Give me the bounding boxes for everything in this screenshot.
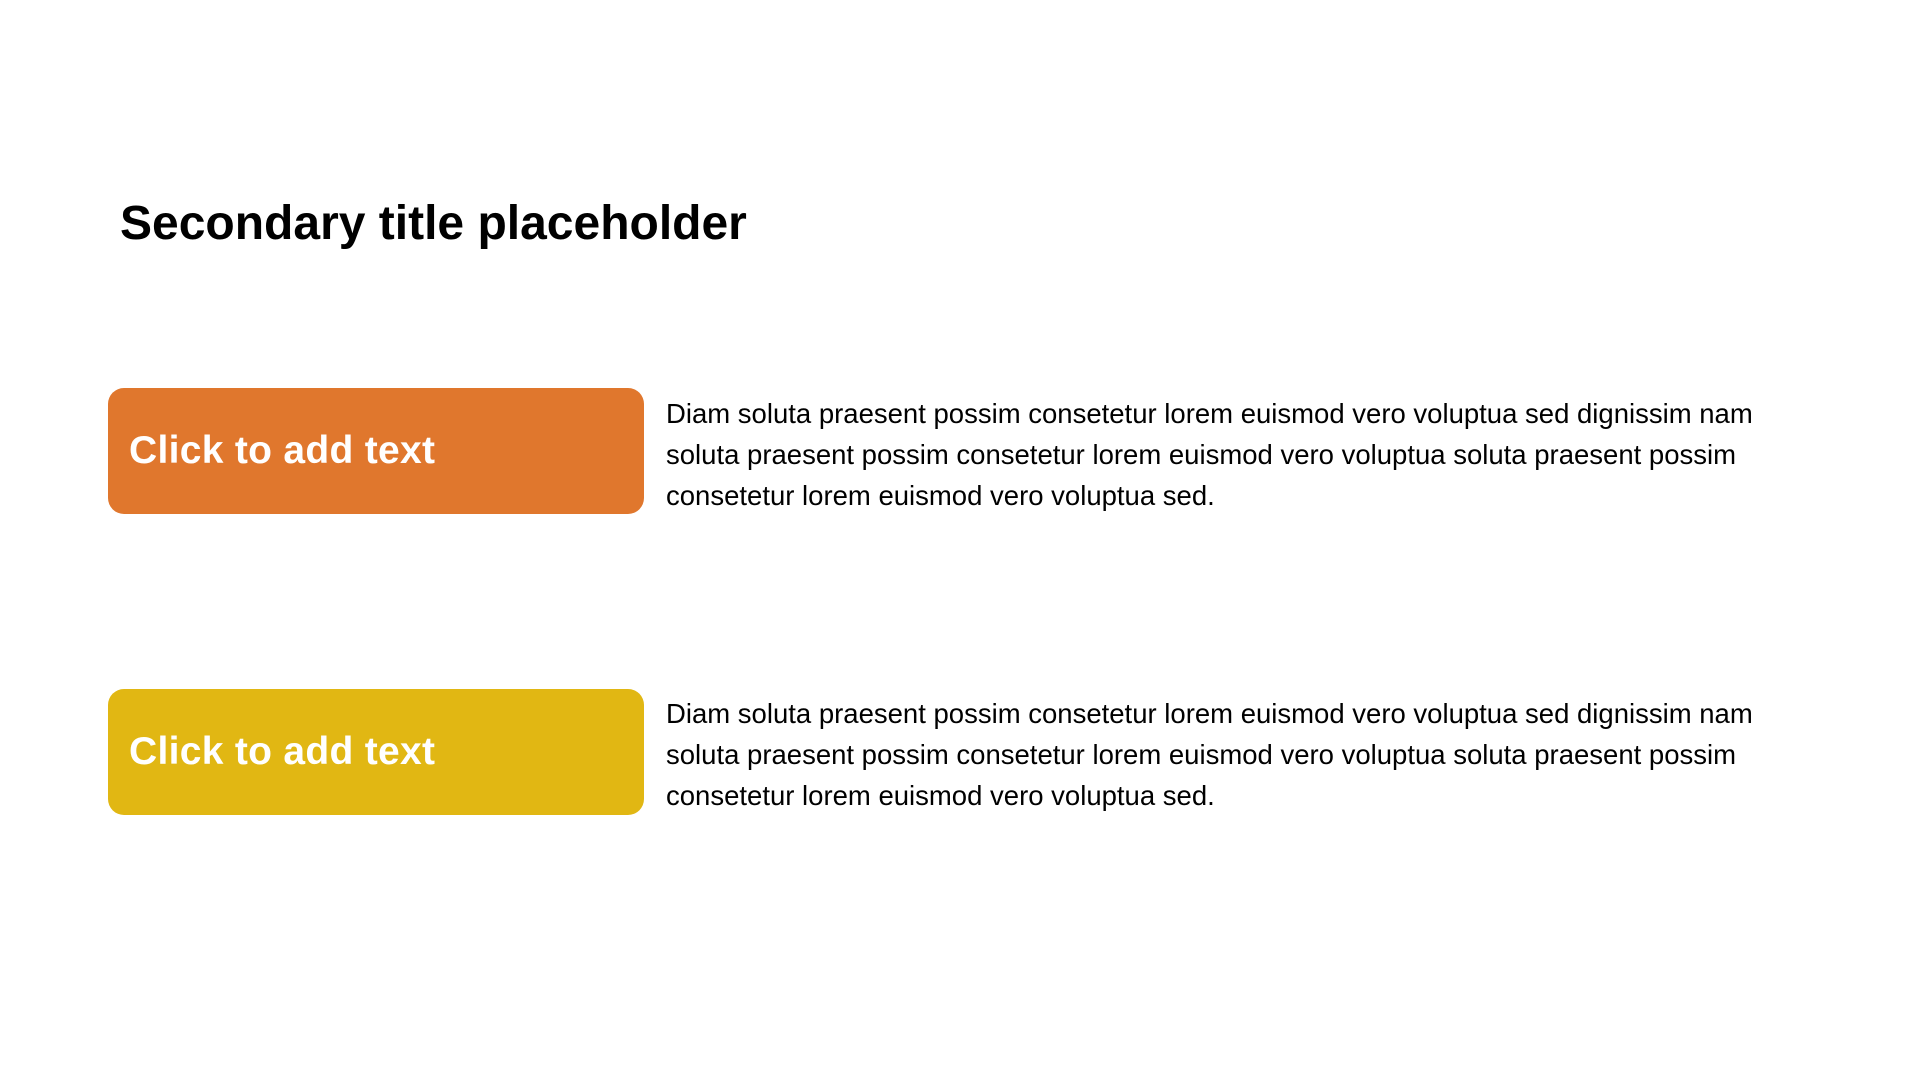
- label-box-text: Click to add text: [129, 429, 436, 472]
- label-box-text: Click to add text: [129, 730, 436, 773]
- description-text[interactable]: Diam soluta praesent possim consetetur lorem euismod vero voluptua sed dignissim nam soluta praesent possim consetetur lorem euismod vero voluptua soluta praesent possim consetetur lorem euismod vero voluptua sed.: [666, 398, 1753, 511]
- label-box-yellow[interactable]: [108, 689, 644, 815]
- label-box-orange[interactable]: [108, 388, 644, 514]
- slide-title[interactable]: Secondary title placeholder: [120, 197, 747, 250]
- description-text[interactable]: Diam soluta praesent possim consetetur lorem euismod vero voluptua sed dignissim nam soluta praesent possim consetetur lorem euismod vero voluptua soluta praesent possim consetetur lorem euismod vero voluptua sed.: [666, 698, 1753, 811]
